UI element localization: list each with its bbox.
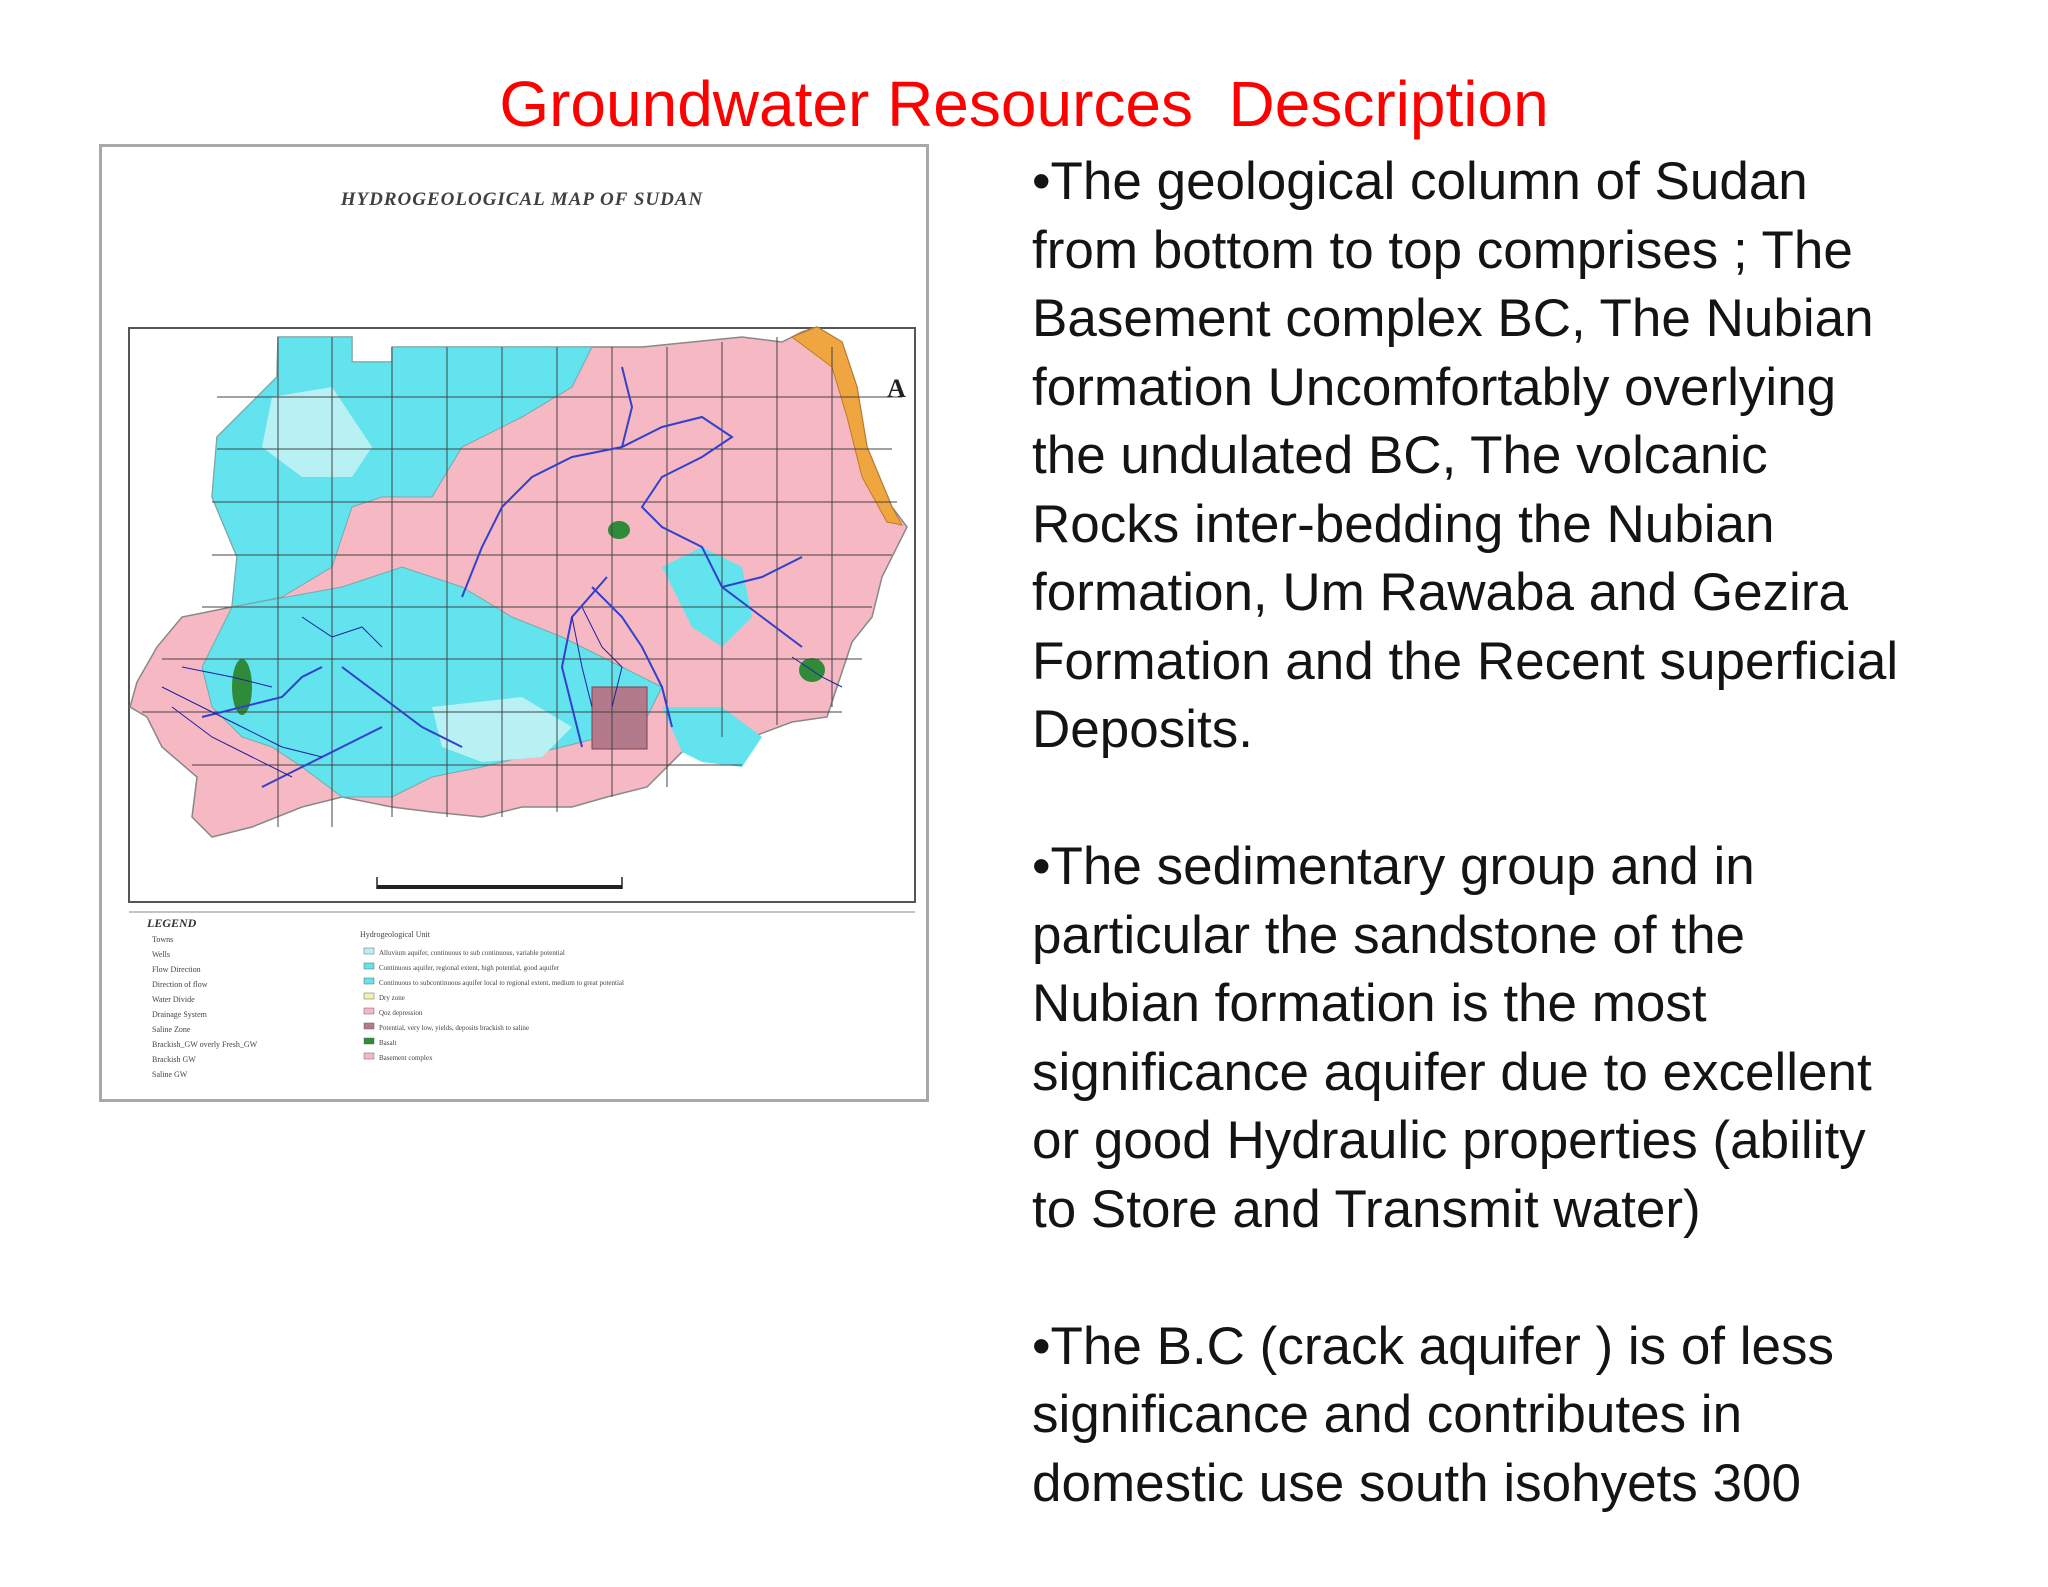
paragraph-line: Basement complex BC, The Nubian	[1032, 289, 1874, 348]
paragraph-line: Formation and the Recent superficial	[1032, 631, 1899, 691]
legend-title: LEGEND	[147, 916, 197, 930]
legend-left-item: Brackish GW	[152, 1055, 196, 1064]
legend-swatch	[364, 978, 374, 984]
paragraph-line: or good Hydraulic properties (ability	[1032, 1111, 1866, 1170]
legend-swatch	[364, 1053, 374, 1059]
legend-swatch	[364, 1023, 374, 1029]
paragraph-line: Rocks inter-bedding the Nubian	[1032, 494, 1775, 554]
brackish-zone-block	[592, 687, 647, 749]
legend-swatch	[364, 993, 374, 999]
paragraph-geological-column	[1032, 148, 2032, 765]
legend-right-title: Hydrogeological Unit	[360, 930, 430, 939]
paragraph-line: significance and contributes in	[1032, 1385, 1743, 1444]
legend-left-item: Towns	[152, 935, 174, 944]
paragraph-sedimentary-group	[1032, 833, 2032, 1244]
paragraph-line: from bottom to top comprises ; The	[1032, 220, 1853, 280]
legend-right-item: Continuous aquifer, regional extent, high potential, good aquifer	[379, 964, 560, 972]
legend-left-item: Flow Direction	[152, 965, 201, 974]
legend-swatch	[364, 1008, 374, 1014]
paragraph-line: •The sedimentary group and in	[1032, 837, 1755, 896]
paragraph-line: domestic use south isohyets 300	[1032, 1453, 1801, 1513]
legend-left-item: Drainage System	[152, 1010, 207, 1019]
legend-right-column	[364, 948, 624, 1062]
paragraph-line: to Store and Transmit water)	[1032, 1179, 1701, 1239]
legend-swatch	[364, 1038, 374, 1044]
map-title: HYDROGEOLOGICAL MAP OF SUDAN	[340, 189, 704, 210]
legend-right-item: Continuous to subcontinuous aquifer local to regional extent, medium to great potential	[379, 979, 624, 987]
hydrogeological-map-figure	[99, 144, 929, 1102]
paragraph-line: particular the sandstone of the	[1032, 905, 1746, 965]
paragraph-line: •The B.C (crack aquifer ) is of less	[1032, 1316, 1835, 1376]
legend-left-item: Saline GW	[152, 1070, 188, 1079]
legend-left-column	[152, 935, 258, 1079]
legend-left-item: Wells	[152, 950, 171, 959]
paragraph-line: formation Uncomfortably overlying	[1032, 357, 1837, 417]
body-text	[1032, 148, 2032, 1587]
paragraph-line: formation, Um Rawaba and Gezira	[1032, 563, 1848, 622]
legend-right-item: Basement complex	[379, 1054, 433, 1062]
legend-right-item: Alluvium aquifer, continuous to sub continuous, variable potential	[379, 949, 565, 957]
north-arrow-icon: A	[887, 374, 906, 403]
legend-right-item: Potential, very low, yields, deposits brackish to saline	[379, 1024, 530, 1032]
legend-left-item: Brackish_GW overly Fresh_GW	[152, 1040, 258, 1049]
map-scale-bar	[377, 877, 622, 889]
legend-right-item: Dry zone	[379, 994, 405, 1002]
paragraph-line: Deposits.	[1032, 700, 1253, 759]
legend-left-item: Saline Zone	[152, 1025, 191, 1034]
paragraph-line: the undulated BC, The volcanic	[1032, 426, 1768, 485]
paragraph-basement-complex	[1032, 1313, 2032, 1519]
legend-left-item: Direction of flow	[152, 980, 208, 989]
legend-swatch	[364, 948, 374, 954]
paragraph-line: significance aquifer due to excellent	[1032, 1042, 1872, 1102]
paragraph-line: Nubian formation is the most	[1032, 974, 1707, 1033]
paragraph-line: •The geological column of Sudan	[1032, 152, 1808, 211]
basalt-patch-central	[608, 521, 630, 539]
slide-title: Groundwater Resources Description	[499, 68, 1549, 140]
legend-left-item: Water Divide	[152, 995, 195, 1004]
legend-swatch	[364, 963, 374, 969]
legend-right-item: Qoz depression	[379, 1009, 423, 1017]
legend-right-item: Basalt	[379, 1039, 397, 1047]
